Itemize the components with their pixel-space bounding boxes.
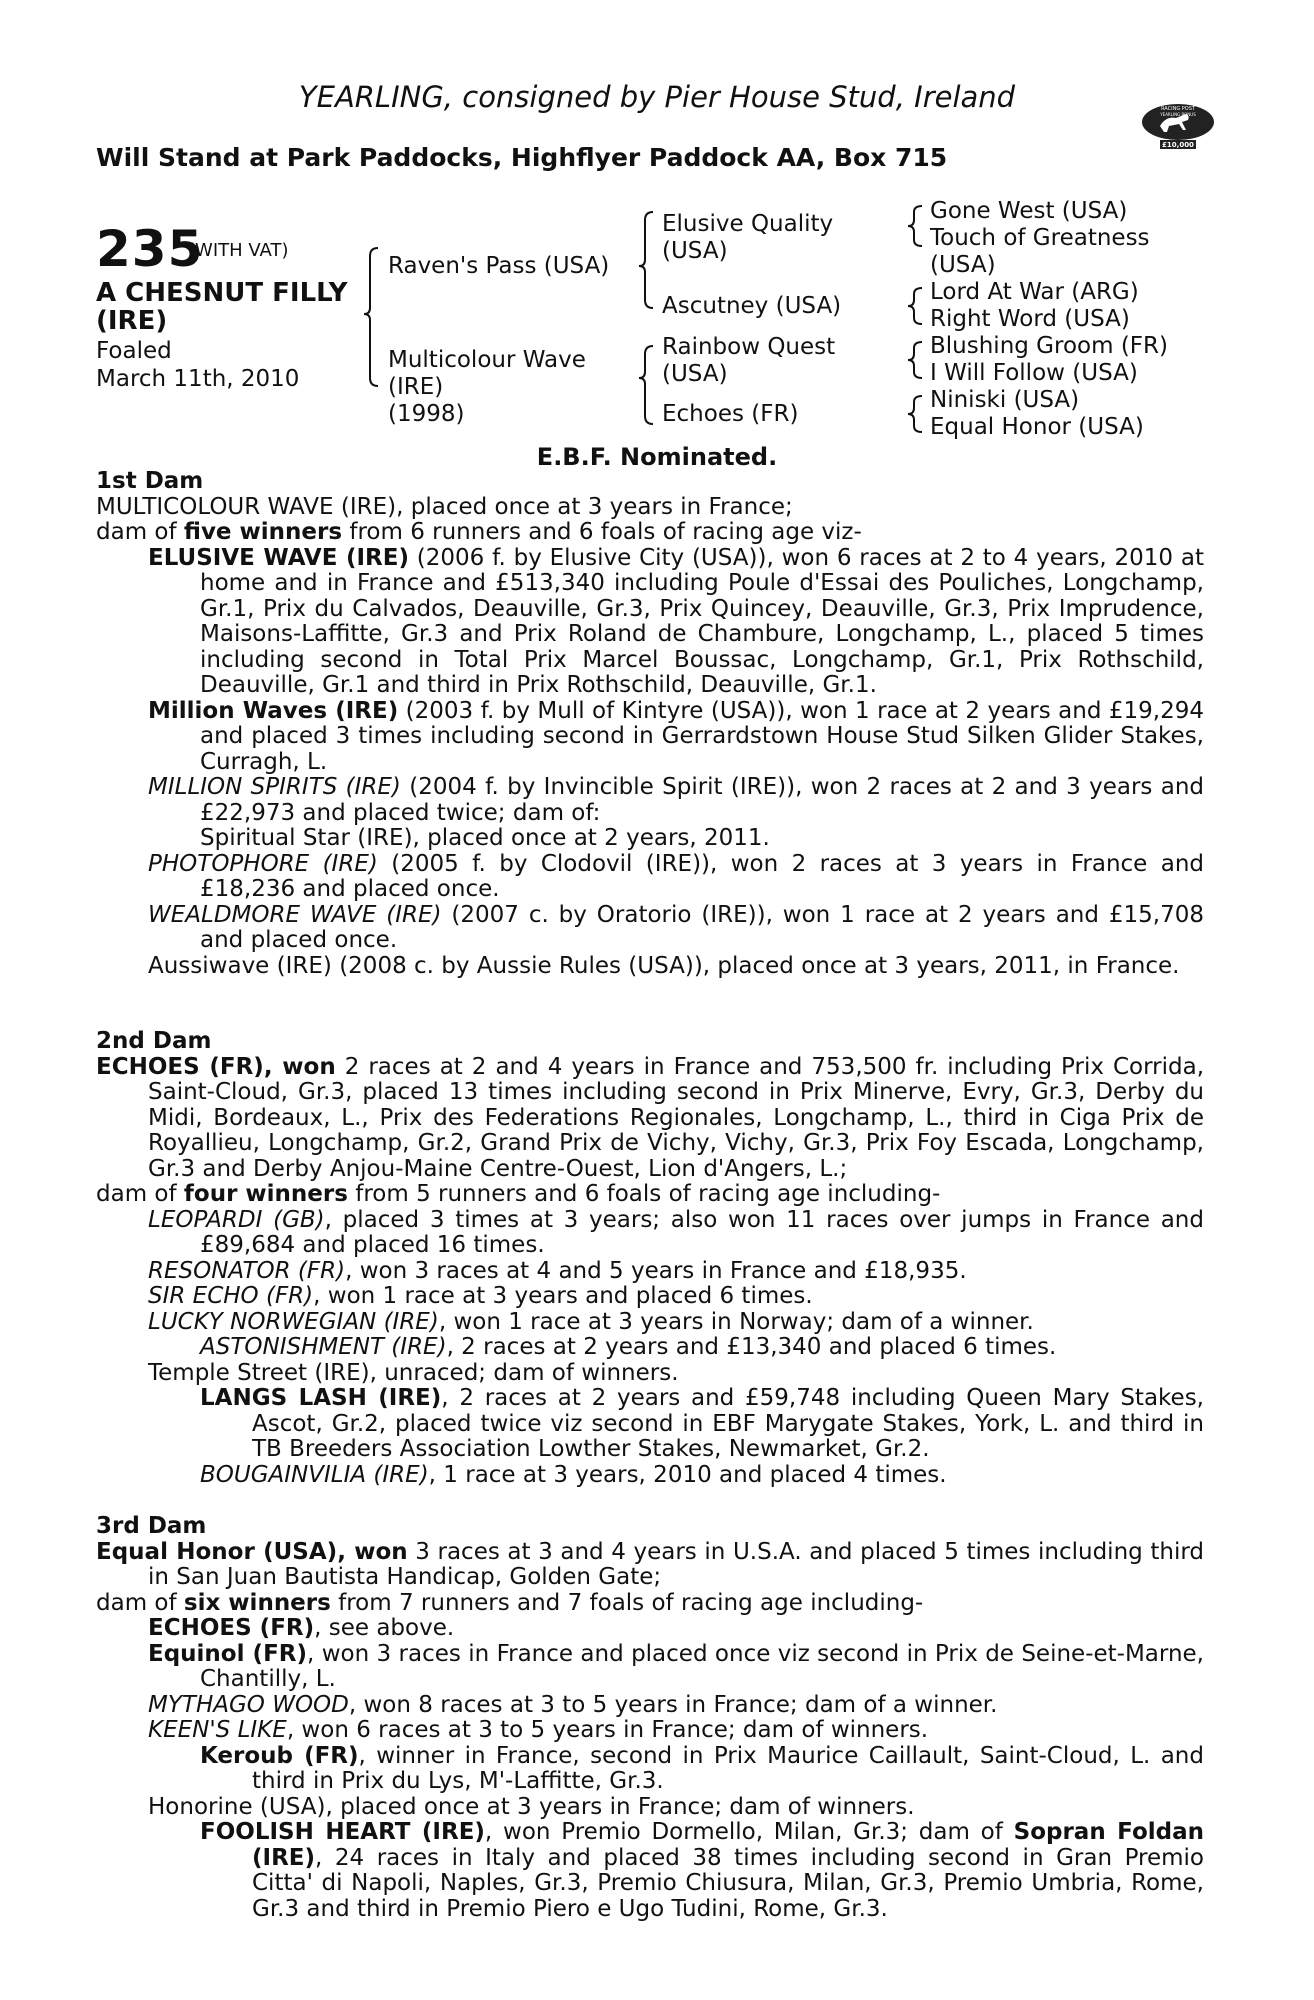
second-dam-summary: dam of four winners from 5 runners and 6 foals of racing age including- bbox=[96, 1181, 941, 1207]
bracket-sd bbox=[908, 288, 922, 324]
produce-entry: MILLION SPIRITS (IRE) (2004 f. by Invincible Spirit (IRE)), won 2 races at 2 and 3 years and £22,973 and placed twice; dam of: bbox=[148, 774, 1204, 826]
second-dam-title: 2nd Dam bbox=[96, 1028, 212, 1054]
sire-sire: Elusive Quality (USA) bbox=[662, 211, 834, 264]
second-dam-section bbox=[96, 1029, 1204, 1488]
produce-entry: Honorine (USA), placed once at 3 years in France; dam of winners. bbox=[148, 1793, 915, 1820]
badge-top-text: RACING POST bbox=[1161, 106, 1195, 112]
ebf-nominated: E.B.F. Nominated. bbox=[536, 443, 778, 471]
produce-entry: RESONATOR (FR), won 3 races at 4 and 5 years in France and £18,935. bbox=[148, 1257, 967, 1284]
bracket-sire bbox=[639, 212, 653, 308]
produce-sub-entry: Keroub (FR), winner in France, second in Prix Maurice Caillault, Saint-Cloud, L. and third in Prix du Lys, M'-Laffitte, Gr.3. bbox=[200, 1742, 1204, 1794]
produce-entry: Temple Street (IRE), unraced; dam of winners. bbox=[148, 1359, 679, 1386]
bracket-ds bbox=[908, 342, 922, 378]
badge-amount-text: £10,000 bbox=[1162, 141, 1194, 149]
stand-location: Will Stand at Park Paddocks, Highflyer Paddock AA, Box 715 bbox=[96, 143, 948, 172]
third-dam-record: Equal Honor (USA), won 3 races at 3 and 4 years in U.S.A. and placed 5 times including third in San Juan Bautista Handicap, Golden Gate; bbox=[96, 1538, 1204, 1590]
dam-sire: Rainbow Quest (USA) bbox=[662, 334, 836, 387]
vat-note: (WITH VAT) bbox=[188, 240, 289, 261]
produce-sub-entry: LANGS LASH (IRE), 2 races at 2 years and £59,748 including Queen Mary Stakes, Ascot, Gr.2, placed twice viz second in EBF Marygate Stakes, York, L. and third in TB Breeders Association Lowther Stakes, Newmarket, Gr.2. bbox=[200, 1385, 1204, 1462]
first-dam-section bbox=[96, 469, 1204, 979]
bracket-ss bbox=[908, 206, 922, 246]
produce-entry: MYTHAGO WOOD, won 8 races at 3 to 5 years in France; dam of a winner. bbox=[148, 1691, 998, 1718]
lot-number: 235 bbox=[96, 220, 204, 278]
second-dam-record: ECHOES (FR), won 2 races at 2 and 4 years in France and 753,500 fr. including Prix Corrida, Saint-Cloud, Gr.3, placed 13 times including second in Prix Minerve, Evry, Gr.3, Derby du Midi, Bordeaux, L., Prix des Federations Regionales, Longchamp, L., third in Ciga Prix de Royallieu, Longchamp, Gr.2, Grand Prix de Vichy, Vichy, Gr.3, Prix Foy Escada, Longchamp, Gr.3 and Derby Anjou-Maine Centre-Ouest, Lion d'Angers, L.; bbox=[96, 1053, 1205, 1182]
produce-sub-entry: ASTONISHMENT (IRE), 2 races at 2 years and £13,340 and placed 6 times. bbox=[200, 1334, 1057, 1360]
produce-sub-entry: BOUGAINVILIA (IRE), 1 race at 3 years, 2010 and placed 4 times. bbox=[200, 1461, 947, 1488]
first-dam-title: 1st Dam bbox=[96, 468, 204, 494]
third-dam-title: 3rd Dam bbox=[96, 1513, 207, 1539]
produce-entry: Equinol (FR), won 3 races in France and placed once viz second in Prix de Seine-et-Marne, Chantilly, L. bbox=[148, 1640, 1204, 1692]
third-gen: Gone West (USA) Touch of Greatness (USA) Lord At War (ARG) Right Word (USA) Blushing Groom (FR) I Will Follow (USA) Niniski (USA) Equal Honor (USA) bbox=[930, 198, 1168, 440]
sire-name: Raven's Pass (USA) bbox=[388, 253, 610, 279]
bracket-dam bbox=[639, 346, 653, 424]
produce-entry: ECHOES (FR), see above. bbox=[148, 1615, 455, 1641]
produce-entry: KEEN'S LIKE, won 6 races at 3 to 5 years in France; dam of winners. bbox=[148, 1717, 929, 1743]
bracket-first-gen bbox=[364, 248, 378, 386]
third-dam-section bbox=[96, 1514, 1204, 1922]
first-dam-line: MULTICOLOUR WAVE (IRE), placed once at 3 years in France; bbox=[96, 493, 793, 520]
produce-entry: Million Waves (IRE) (2003 f. by Mull of Kintyre (USA)), won 1 race at 2 years and £19,294 and placed 3 times including second in Gerrardstown House Stud Silken Glider Stakes, Curragh, L. bbox=[148, 697, 1204, 775]
horse-country: (IRE) bbox=[96, 306, 168, 336]
bracket-dd bbox=[908, 396, 922, 432]
dam-name: Multicolour Wave (IRE) (1998) bbox=[388, 347, 586, 427]
produce-entry: ELUSIVE WAVE (IRE) (2006 f. by Elusive City (USA)), won 6 races at 2 to 4 years, 2010 at home and in France and £513,340 including Poule d'Essai des Pouliches, Longchamp, Gr.1, Prix du Calvados, Deauville, Gr.3, Prix Quincey, Deauville, Gr.3, Prix Imprudence, Maisons-Laffitte, Gr.3 and Prix Roland de Chambure, Longchamp, L., placed 5 times including second in Total Prix Marcel Boussac, Longchamp, Gr.1, Prix Rothschild, Deauville, Gr.1 and third in Prix Rothschild, Deauville, Gr.1. bbox=[148, 544, 1204, 698]
produce-entry: SIR ECHO (FR), won 1 race at 3 years and placed 6 times. bbox=[148, 1283, 813, 1309]
produce-entry: LUCKY NORWEGIAN (IRE), won 1 race at 3 years in Norway; dam of a winner. bbox=[148, 1308, 1034, 1335]
dam-dam: Echoes (FR) bbox=[662, 401, 799, 427]
catalogue-header: YEARLING, consigned by Pier House Stud, Ireland bbox=[298, 80, 1016, 114]
sire-dam: Ascutney (USA) bbox=[662, 293, 842, 319]
third-dam-summary: dam of six winners from 7 runners and 7 foals of racing age including- bbox=[96, 1589, 924, 1616]
foaled-label: Foaled bbox=[96, 338, 172, 364]
produce-sub-entry: FOOLISH HEART (IRE), won Premio Dormello, Milan, Gr.3; dam of Sopran Foldan (IRE), 24 races in Italy and placed 38 times including second in Gran Premio Citta' di Napoli, Naples, Gr.3, Premio Chiusura, Milan, Gr.3, Premio Umbria, Rome, Gr.3 and third in Premio Piero e Ugo Tudini, Rome, Gr.3. bbox=[200, 1819, 1204, 1922]
produce-entry: LEOPARDI (GB), placed 3 times at 3 years; also won 11 races over jumps in France and £89,684 and placed 16 times. bbox=[148, 1206, 1204, 1258]
produce-entry: WEALDMORE WAVE (IRE) (2007 c. by Oratorio (IRE)), won 1 race at 2 years and £15,708 and placed once. bbox=[148, 901, 1204, 953]
produce-entry: PHOTOPHORE (IRE) (2005 f. by Clodovil (IRE)), won 2 races at 3 years in France and £18,236 and placed once. bbox=[148, 850, 1204, 902]
badge-mid-text: YEARLING BONUS bbox=[1160, 112, 1196, 117]
produce-entry: Aussiwave (IRE) (2008 c. by Aussie Rules (USA)), placed once at 3 years, 2011, in France. bbox=[148, 952, 1180, 979]
produce-sub-entry: Spiritual Star (IRE), placed once at 2 years, 2011. bbox=[200, 825, 770, 851]
horse-sex: A CHESNUT FILLY bbox=[96, 278, 348, 308]
foaled-date: March 11th, 2010 bbox=[96, 366, 300, 392]
first-dam-summary: dam of five winners from 6 runners and 6 foals of racing age viz- bbox=[96, 519, 862, 545]
